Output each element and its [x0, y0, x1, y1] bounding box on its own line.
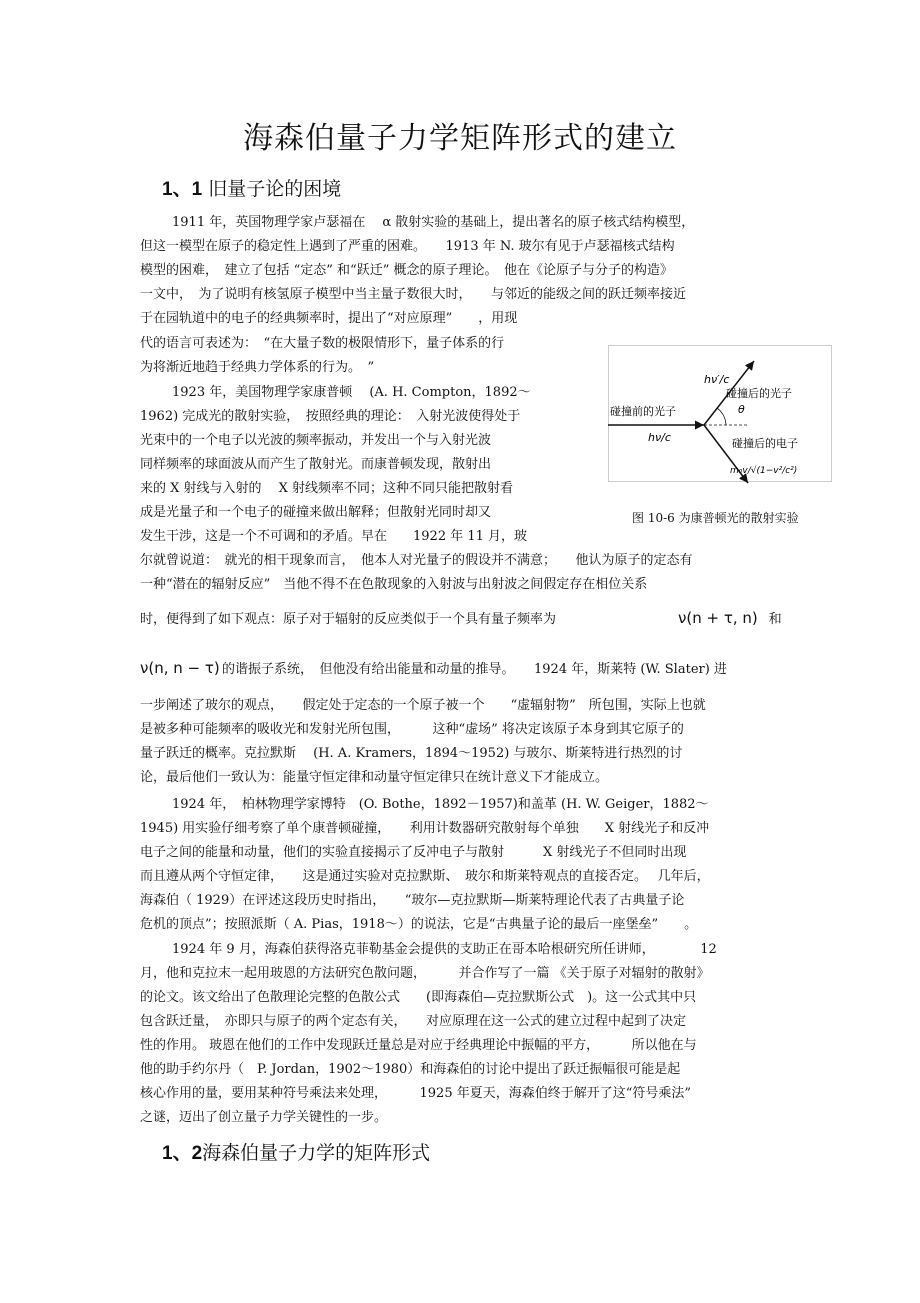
text-line: 包含跃迁量， 亦即只与原子的两个定态有关， 对应原理在这一公式的建立过程中起到了决定 — [140, 1014, 687, 1029]
text-line: 量子跃迁的概率。克拉默斯 (H. A. Kramers，1894～1952) 与玻尔、斯莱特进行热烈的讨 — [140, 746, 683, 761]
text-line: 1945) 用实验仔细考察了单个康普顿碰撞， 利用计数器研究散射每个单独 X 射线光子和反冲 — [140, 821, 710, 836]
text-line: 模型的困难， 建立了包括 “定态” 和“跃迁” 概念的原子理论。 他在《论原子与分子的构造》 — [140, 263, 673, 278]
section-number: 1、1 — [162, 179, 203, 200]
text-line: 之谜，迈出了创立量子力学关键性的一步。 — [140, 1110, 388, 1125]
text-line: 核心作用的量，要用某种符号乘法来处理， 1925 年夏天，海森伯终于解开了这“符号乘法” — [140, 1086, 692, 1101]
text-line: 成是光量子和一个电子的碰撞来做出解释；但散射光同时却又 — [140, 505, 492, 520]
incident-momentum: hν/c — [648, 431, 671, 444]
text-line: 的论文。该文给出了色散理论完整的色散公式 (即海森伯—克拉默斯公式 )。这一公式其中只 — [140, 990, 697, 1005]
section-label: 旧量子论的困境 — [208, 178, 342, 200]
text-line: 电子之间的能量和动量，他们的实验直接揭示了反冲电子与散射 X 射线光子不但同时出现 — [140, 845, 687, 860]
text-line: 性的作用。 玻恩在他们的工作中发现跃迁量总是对应于经典理论中振幅的平方， 所以他在与 — [140, 1038, 697, 1053]
angle-label: θ — [738, 403, 745, 416]
formula-and: 和 — [768, 612, 782, 627]
text-line: 海森伯（ 1929）在评述这段历史时指出， “玻尔—克拉默斯—斯莱特理论代表了古典量子论 — [140, 893, 685, 908]
formula-text: ν(n + τ, n) — [678, 609, 758, 627]
incident-label: 碰撞前的光子 — [610, 405, 676, 418]
section-number: 1、2 — [162, 1143, 203, 1164]
scattered-label: 碰撞后的光子 — [726, 387, 792, 400]
text-line: 月，他和克拉末一起用玻恩的方法研究色散问题， 并合作写了一篇 《关于原子对辐射的散射》 — [140, 966, 710, 981]
text-line: 来的 X 射线与入射的 X 射线频率不同；这种不同只能把散射看 — [140, 481, 514, 496]
angle-arc — [717, 408, 726, 425]
formula-lower: ν(n, n − τ) — [140, 659, 220, 677]
text-line: 1923 年，美国物理学家康普顿 (A. H. Compton，1892～ — [172, 385, 531, 400]
electron-label: 碰撞后的电子 — [732, 437, 798, 450]
compton-diagram — [598, 333, 848, 493]
text-line: 他的助手约尔丹（ P. Jordan，1902～1980）和海森伯的讨论中提出了跃迁振幅很可能是起 — [140, 1062, 681, 1077]
text-line: 尔就曾说道： 就光的相干现象而言， 他本人对光量子的假设并不满意； 他认为原子的定态有 — [140, 553, 693, 568]
text-line: 1924 年 9 月，海森伯获得洛克菲勒基金会提供的支助正在哥本哈根研究所任讲师， 12 — [172, 942, 717, 957]
text-line: 的谐振子系统， 但他没有给出能量和动量的推导。 1924 年，斯莱特 (W. Slater) 进 — [222, 662, 727, 677]
text-line: 发生干涉，这是一个不可调和的矛盾。早在 1922 年 11 月，玻 — [140, 529, 528, 544]
text-line: 代的语言可表述为： “在大量子数的极限情形下，量子体系的行 — [140, 336, 505, 351]
formula-upper — [678, 610, 782, 628]
electron-momentum: m₀v/√(1−v²/c²) — [730, 466, 798, 476]
text-line: 危机的顶点”；按照派斯（ A. Pias，1918～）的说法，它是“古典量子论的最后一座堡垒” 。 — [140, 917, 698, 932]
text-line: 论，最后他们一致认为：能量守恒定律和动量守恒定律只在统计意义下才能成立。 — [140, 770, 609, 785]
scattered-momentum: hν′/c — [704, 373, 730, 386]
text-line: 同样频率的球面波从而产生了散射光。而康普顿发现，散射出 — [140, 457, 492, 472]
text-line: 一步阐述了玻尔的观点， 假定处于定态的一个原子被一个 “虚辐射物” 所包围，实际上也就 — [140, 698, 706, 713]
text-line: 是被多种可能频率的吸收光和发射光所包围， 这种“虚场” 将决定该原子本身到其它原子的 — [140, 722, 684, 737]
section-heading-1 — [162, 178, 341, 201]
page-title: 海森伯量子力学矩阵形式的建立 — [243, 121, 677, 156]
text-line: 一种“潜在的辐射反应” 当他不得不在色散现象的入射波与出射波之间假定存在相位关系 — [140, 577, 648, 592]
text-line: 一文中， 为了说明有核氢原子模型中当主量子数很大时， 与邻近的能级之间的跃迁频率接近 — [140, 287, 687, 302]
text-line: 1911 年，英国物理学家卢瑟福在 α 散射实验的基础上，提出著名的原子核式结构模型， — [172, 215, 695, 230]
figure-caption: 图 10-6 为康普顿光的散射实验 — [632, 511, 799, 525]
text-line: 为将渐近地趋于经典力学体系的行为。 ” — [140, 360, 375, 375]
section-label: 海森伯量子力学的矩阵形式 — [202, 1142, 431, 1164]
text-line: 1924 年， 柏林物理学家博特 (O. Bothe，1892－1957)和盖革 (H. W. Geiger，1882～ — [172, 797, 709, 812]
text-line: 于在园轨道中的电子的经典频率时，提出了“对应原理” ，用现 — [140, 311, 518, 326]
text-line: 光束中的一个电子以光波的频率振动，并发出一个与入射光波 — [140, 433, 492, 448]
text-line: 而且遵从两个守恒定律， 这是通过实验对克拉默斯、 玻尔和斯莱特观点的直接否定。 几年后， — [140, 869, 710, 884]
text-line: 时，便得到了如下观点：原子对于辐射的反应类似于一个具有量子频率为 — [140, 612, 557, 627]
text-line: 但这一模型在原子的稳定性上遇到了严重的困难。 1913 年 N. 玻尔有见于卢瑟福核式结构 — [140, 239, 675, 254]
section-heading-2 — [162, 1142, 430, 1165]
text-line: 1962) 完成光的散射实验， 按照经典的理论： 入射光波使得处于 — [140, 409, 521, 424]
